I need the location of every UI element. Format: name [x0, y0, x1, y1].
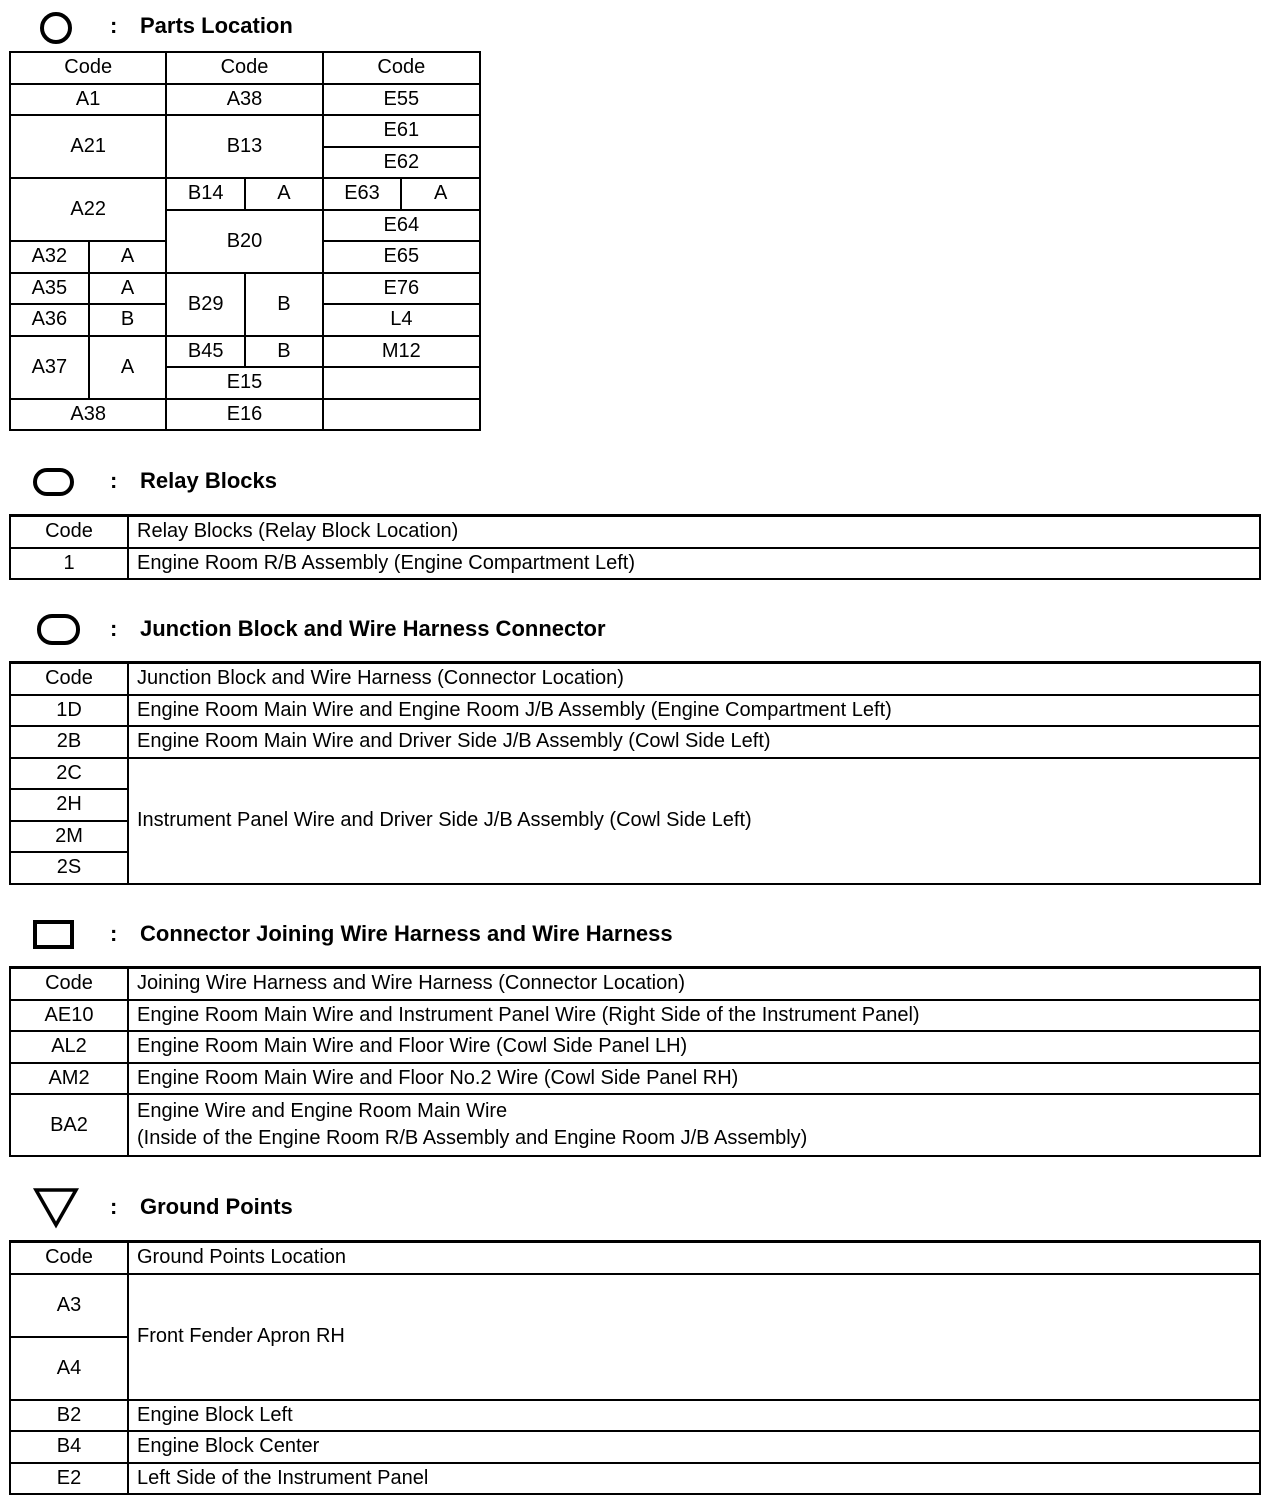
table-row: [10, 1431, 1260, 1463]
table-row: [10, 1242, 1260, 1274]
code-cell: 1: [10, 548, 128, 580]
table-row: [10, 663, 1260, 695]
code-cell: A32: [10, 241, 89, 273]
code-cell: 2S: [10, 852, 128, 884]
description-cell: Engine Room Main Wire and Instrument Panel Wire (Right Side of the Instrument Panel): [128, 1000, 1260, 1032]
header-cell: Code: [10, 52, 166, 84]
header-cell: Ground Points Location: [128, 1242, 1260, 1274]
header-cell: Junction Block and Wire Harness (Connector Location): [128, 663, 1260, 695]
triangle-down-icon: [32, 1186, 80, 1230]
description-cell: Engine Block Center: [128, 1431, 1260, 1463]
value-cell: A: [89, 336, 167, 399]
value-cell: A: [89, 241, 167, 273]
connector-table: [9, 966, 1261, 1157]
square-icon: [32, 919, 76, 951]
table-row: [10, 52, 480, 84]
description-line: (Inside of the Engine Room R/B Assembly and Engine Room J/B Assembly): [137, 1127, 808, 1149]
code-cell: BA2: [10, 1094, 128, 1156]
header-cell: Code: [10, 516, 128, 548]
header-cell: Joining Wire Harness and Wire Harness (Connector Location): [128, 968, 1260, 1000]
junction-block-header: [0, 609, 1280, 649]
code-cell: A36: [10, 304, 89, 336]
table-row: [10, 399, 480, 431]
description-cell: Engine Room Main Wire and Floor Wire (Cowl Side Panel LH): [128, 1031, 1260, 1063]
code-cell: E64: [323, 210, 480, 242]
table-row: [10, 548, 1260, 580]
code-cell: E2: [10, 1463, 128, 1495]
junction-block-table: [9, 661, 1261, 885]
table-row: [10, 726, 1260, 758]
code-cell: E61: [323, 115, 480, 147]
parts-location-header: [0, 6, 1280, 46]
section-title: Relay Blocks: [140, 468, 277, 493]
table-row: [10, 695, 1260, 727]
description-cell: Instrument Panel Wire and Driver Side J/B Assembly (Cowl Side Left): [128, 758, 1260, 884]
code-cell: B45: [166, 336, 245, 368]
rounded-rect-icon: [36, 613, 82, 647]
code-cell: 2C: [10, 758, 128, 790]
parts-location-table: [9, 51, 481, 431]
code-cell: AE10: [10, 1000, 128, 1032]
colon: :: [110, 921, 118, 946]
code-cell: A22: [10, 178, 166, 241]
code-cell: B13: [166, 115, 322, 178]
code-cell: M12: [323, 336, 480, 368]
ground-points-table: [9, 1240, 1261, 1495]
code-cell: A38: [10, 399, 166, 431]
section-title: Connector Joining Wire Harness and Wire Harness: [140, 921, 673, 946]
empty-cell: [323, 399, 480, 431]
description-cell: Engine Room Main Wire and Driver Side J/B Assembly (Cowl Side Left): [128, 726, 1260, 758]
value-cell: B: [245, 273, 323, 336]
code-cell: L4: [323, 304, 480, 336]
header-cell: Code: [10, 663, 128, 695]
header-cell: Code: [323, 52, 480, 84]
description-cell: Engine Room Main Wire and Engine Room J/B Assembly (Engine Compartment Left): [128, 695, 1260, 727]
code-cell: B4: [10, 1431, 128, 1463]
code-cell: E15: [166, 367, 322, 399]
code-cell: B2: [10, 1400, 128, 1432]
code-cell: A3: [10, 1274, 128, 1337]
circle-icon: [38, 10, 74, 46]
colon: :: [110, 1194, 118, 1219]
rounded-rect-icon: [32, 467, 76, 497]
code-cell: 2M: [10, 821, 128, 853]
code-cell: AL2: [10, 1031, 128, 1063]
table-row: [10, 1463, 1260, 1495]
code-cell: E65: [323, 241, 480, 273]
relay-blocks-header: [0, 461, 1280, 501]
code-cell: A38: [166, 84, 322, 116]
description-cell: Engine Room R/B Assembly (Engine Compartment Left): [128, 548, 1260, 580]
table-row: [10, 178, 480, 210]
description-cell: Engine Room Main Wire and Floor No.2 Wire (Cowl Side Panel RH): [128, 1063, 1260, 1095]
table-row: [10, 336, 480, 368]
value-cell: B: [89, 304, 167, 336]
code-cell: E76: [323, 273, 480, 305]
table-row: [10, 1400, 1260, 1432]
header-cell: Code: [166, 52, 322, 84]
code-cell: E62: [323, 147, 480, 179]
table-row: [10, 1063, 1260, 1095]
description-cell: Front Fender Apron RH: [128, 1274, 1260, 1400]
code-cell: E55: [323, 84, 480, 116]
code-cell: 2H: [10, 789, 128, 821]
table-row: [10, 1274, 1260, 1337]
table-row: [10, 968, 1260, 1000]
value-cell: B: [245, 336, 323, 368]
value-cell: A: [89, 273, 167, 305]
table-row: [10, 1000, 1260, 1032]
code-cell: 1D: [10, 695, 128, 727]
colon: :: [110, 468, 118, 493]
relay-blocks-table: [9, 514, 1261, 580]
value-cell: A: [401, 178, 480, 210]
code-cell: A21: [10, 115, 166, 178]
code-cell: A35: [10, 273, 89, 305]
table-row: [10, 1031, 1260, 1063]
code-cell: E16: [166, 399, 322, 431]
table-row: [10, 273, 480, 305]
table-row: [10, 1094, 1260, 1156]
section-title: Parts Location: [140, 13, 293, 38]
table-row: [10, 516, 1260, 548]
section-title: Junction Block and Wire Harness Connector: [140, 616, 606, 641]
description-line: Engine Wire and Engine Room Main Wire: [137, 1100, 508, 1122]
table-row: [10, 115, 480, 147]
colon: :: [110, 616, 118, 641]
description-cell: Engine Block Left: [128, 1400, 1260, 1432]
code-cell: AM2: [10, 1063, 128, 1095]
code-cell: B29: [166, 273, 245, 336]
code-cell: A37: [10, 336, 89, 399]
code-cell: A4: [10, 1337, 128, 1400]
header-cell: Code: [10, 968, 128, 1000]
code-cell: E63: [323, 178, 402, 210]
section-title: Ground Points: [140, 1194, 293, 1219]
value-cell: A: [245, 178, 323, 210]
table-row: [10, 84, 480, 116]
colon: :: [110, 13, 118, 38]
empty-cell: [323, 367, 480, 399]
description-cell: [128, 1094, 1260, 1156]
code-cell: B14: [166, 178, 245, 210]
description-cell: Left Side of the Instrument Panel: [128, 1463, 1260, 1495]
code-cell: A1: [10, 84, 166, 116]
code-cell: B20: [166, 210, 322, 273]
table-row: [10, 758, 1260, 790]
header-cell: Code: [10, 1242, 128, 1274]
connector-header: [0, 914, 1280, 954]
code-cell: 2B: [10, 726, 128, 758]
header-cell: Relay Blocks (Relay Block Location): [128, 516, 1260, 548]
ground-points-header: [0, 1186, 1280, 1226]
